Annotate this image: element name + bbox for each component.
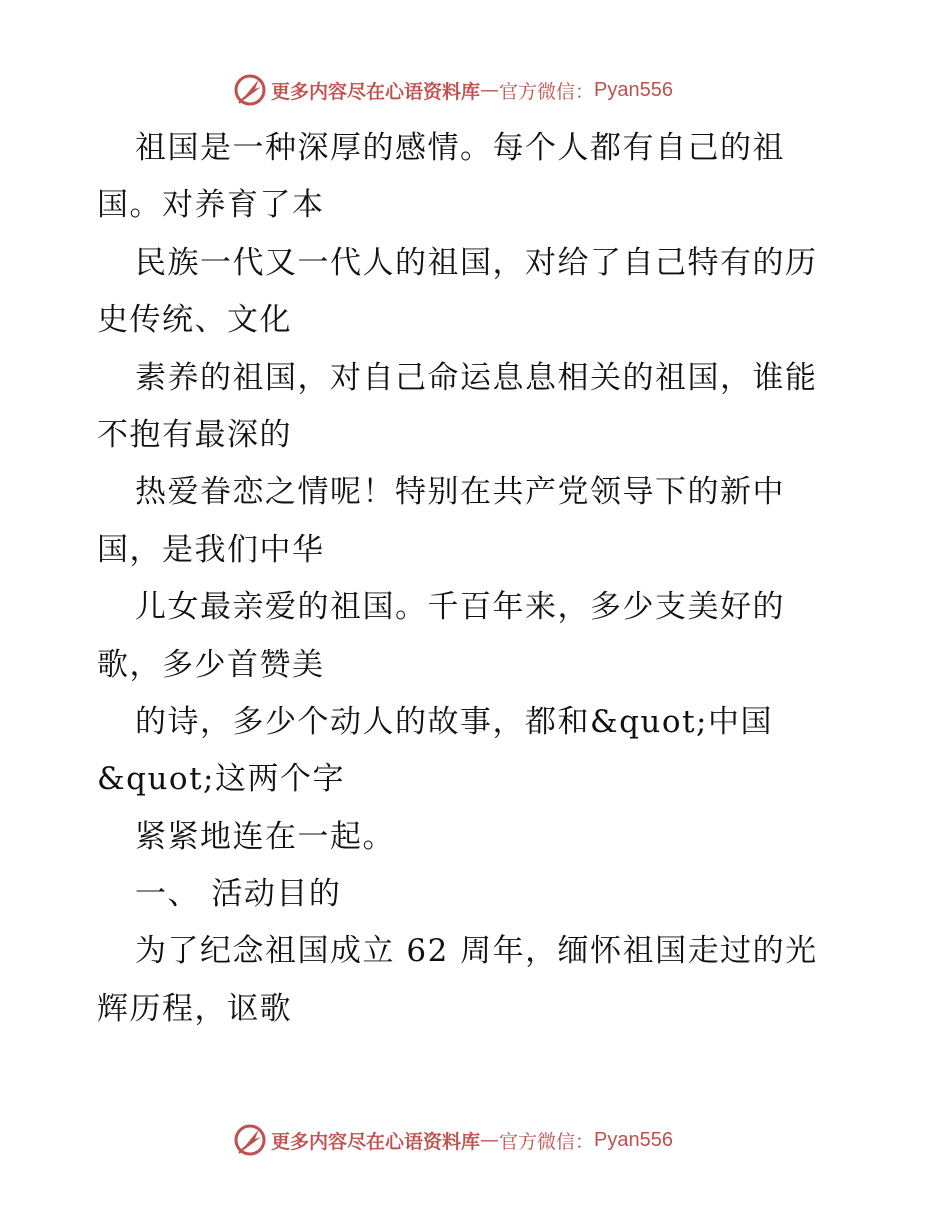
text-line: 为了纪念祖国成立 62 周年，缅怀祖国走过的光 [135,933,818,970]
footer-banner [233,1122,673,1158]
text-line: 素养的祖国，对自己命运息息相关的祖国，谁能 [135,359,818,396]
text-line: 歌，多少首赞美 [97,646,325,683]
wechat-label: 官方微信： [499,1130,595,1153]
banner-text: 更多内容尽在心语资料库 [271,1130,481,1153]
banner-text: 更多内容尽在心语资料库 [271,80,481,103]
section-heading: 一、 活动目的 [135,876,342,913]
banner-separator: — [480,79,500,101]
text-line: 史传统、文化 [97,302,292,339]
text-line: 的诗，多少个动人的故事，都和&quot;中国 [135,703,773,740]
text-line: 紧紧地连在一起。 [135,818,395,855]
wechat-label: 官方微信： [499,80,595,103]
text-line: 国，是我们中华 [97,531,325,568]
header-banner [233,72,673,108]
text-line: &quot;这两个字 [97,761,345,798]
text-line: 辉历程，讴歌 [97,990,292,1027]
text-line: 儿女最亲爱的祖国。千百年来，多少支美好的 [135,589,785,626]
text-line: 热爱眷恋之情呢！特别在共产党领导下的新中 [135,474,785,511]
text-line: 祖国是一种深厚的感情。每个人都有自己的祖 [135,130,785,166]
body-text [97,120,877,1038]
quill-logo-icon [233,73,267,107]
quill-logo-icon [233,1123,267,1157]
banner-separator: — [480,1129,500,1151]
wechat-id: Pyan556 [594,1128,673,1151]
wechat-id: Pyan556 [594,78,673,101]
text-line: 国。对养育了本 [97,187,325,224]
text-line: 不抱有最深的 [97,416,292,453]
text-line: 民族一代又一代人的祖国，对给了自己特有的历 [135,244,818,281]
